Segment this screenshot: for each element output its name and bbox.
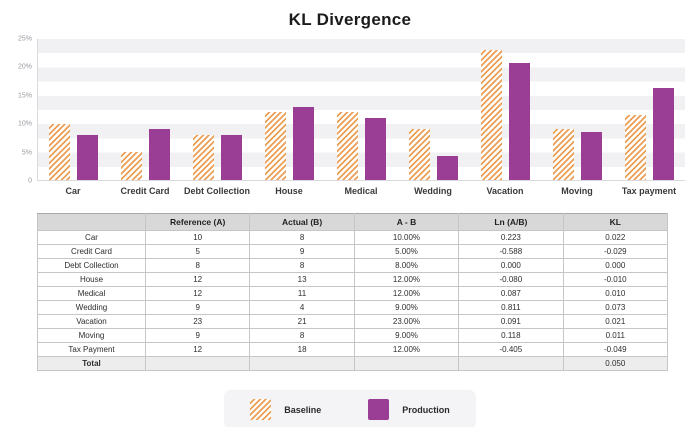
table-row-car	[38, 231, 668, 245]
bar-chart	[0, 35, 700, 185]
table-cell: 0.118	[459, 329, 563, 343]
bar-group-moving	[541, 39, 613, 180]
table-cell: 12	[146, 287, 250, 301]
table-header-cell	[38, 214, 146, 231]
x-axis-labels	[37, 186, 685, 196]
y-tick-label: 25%	[17, 35, 32, 43]
table-cell	[146, 357, 250, 371]
baseline-bar	[193, 135, 214, 180]
baseline-bar	[265, 112, 286, 180]
bar-group-car	[38, 39, 110, 180]
x-tick-label: Tax payment	[621, 186, 677, 196]
table-cell: 12	[146, 273, 250, 287]
x-tick-label: Credit Card	[120, 186, 170, 196]
table-row-house	[38, 273, 668, 287]
table-cell: 23.00%	[354, 315, 458, 329]
table-header-cell: Actual (B)	[250, 214, 354, 231]
table-cell: 0.000	[563, 259, 667, 273]
table-cell: Wedding	[38, 301, 146, 315]
y-tick-label: 20%	[17, 63, 32, 71]
y-tick-label: 0	[28, 177, 32, 185]
x-tick-label: Debt Collection	[183, 186, 250, 196]
y-tick-label: 10%	[17, 120, 32, 128]
bar-group-debt-collection	[182, 39, 254, 180]
page-title: KL Divergence	[288, 10, 412, 29]
table-cell: 13	[250, 273, 354, 287]
table-cell: 5	[146, 245, 250, 259]
table-cell: Vacation	[38, 315, 146, 329]
plot-area	[37, 39, 685, 181]
legend-item-label: Baseline	[284, 404, 322, 415]
table-cell: 11	[250, 287, 354, 301]
table-cell: 0.811	[459, 301, 563, 315]
table-body	[38, 231, 668, 371]
table-cell: -0.588	[459, 245, 563, 259]
production-bar	[509, 63, 530, 180]
table-cell: 18	[250, 343, 354, 357]
table-cell: 5.00%	[354, 245, 458, 259]
table-cell: Moving	[38, 329, 146, 343]
x-tick-label: Moving	[561, 186, 593, 196]
table-header-cell: Ln (A/B)	[459, 214, 563, 231]
production-bar	[437, 156, 458, 180]
production-bar	[653, 88, 674, 180]
x-tick-label: Car	[65, 186, 81, 196]
table-cell: 0.223	[459, 231, 563, 245]
table-cell: 8.00%	[354, 259, 458, 273]
table-row-moving	[38, 329, 668, 343]
production-bar	[293, 107, 314, 180]
bar-group-credit-card	[110, 39, 182, 180]
table-cell	[354, 357, 458, 371]
legend-item-production	[368, 399, 450, 420]
table-cell: 12.00%	[354, 287, 458, 301]
x-tick-label: Medical	[344, 186, 378, 196]
x-tick-label: Vacation	[486, 186, 524, 196]
table-cell: 0.050	[563, 357, 667, 371]
table-cell: -0.029	[563, 245, 667, 259]
table-cell: 9	[250, 245, 354, 259]
production-bar	[581, 132, 602, 180]
table-row-medical	[38, 287, 668, 301]
x-tick-label: House	[275, 186, 303, 196]
legend	[0, 390, 700, 427]
table-cell: 0.087	[459, 287, 563, 301]
table-cell: 21	[250, 315, 354, 329]
table-cell: 12.00%	[354, 343, 458, 357]
production-bar	[221, 135, 242, 180]
table-cell: -0.049	[563, 343, 667, 357]
table-row-credit-card	[38, 245, 668, 259]
table-cell: -0.405	[459, 343, 563, 357]
table-cell: Medical	[38, 287, 146, 301]
table-cell: 8	[250, 231, 354, 245]
bar-group-house	[254, 39, 326, 180]
table-row-debt-collection	[38, 259, 668, 273]
table-cell: Car	[38, 231, 146, 245]
table-cell: 9	[146, 329, 250, 343]
table-cell: 10	[146, 231, 250, 245]
baseline-bar	[121, 152, 142, 180]
table-cell: 0.073	[563, 301, 667, 315]
bar-group-tax-payment	[613, 39, 685, 180]
table-cell: Debt Collection	[38, 259, 146, 273]
table-cell: 12	[146, 343, 250, 357]
table-cell: 0.010	[563, 287, 667, 301]
y-tick-label: 5%	[21, 149, 32, 157]
y-tick-label: 15%	[17, 92, 32, 100]
table-cell: 10.00%	[354, 231, 458, 245]
table-header-row	[38, 214, 668, 231]
bar-group-medical	[326, 39, 398, 180]
table-cell: -0.010	[563, 273, 667, 287]
table-cell: 0.091	[459, 315, 563, 329]
table-total-row	[38, 357, 668, 371]
table-cell: 0.000	[459, 259, 563, 273]
x-tick-label: Wedding	[414, 186, 452, 196]
table-cell: 9	[146, 301, 250, 315]
table-cell: -0.080	[459, 273, 563, 287]
baseline-bar	[337, 112, 358, 180]
table-cell: 8	[146, 259, 250, 273]
results-table	[37, 213, 668, 371]
table-cell: 0.011	[563, 329, 667, 343]
baseline-bar	[481, 50, 502, 180]
table-cell: 9.00%	[354, 329, 458, 343]
table-cell: 4	[250, 301, 354, 315]
baseline-bar	[625, 115, 646, 180]
table-cell: Tax Payment	[38, 343, 146, 357]
table-head	[38, 214, 668, 231]
baseline-swatch-icon	[250, 399, 271, 420]
table-header-cell: Reference (A)	[146, 214, 250, 231]
legend-pill	[224, 390, 476, 427]
table-cell: 12.00%	[354, 273, 458, 287]
production-bar	[365, 118, 386, 180]
production-bar	[149, 129, 170, 180]
baseline-bar	[553, 129, 574, 180]
table-row-vacation	[38, 315, 668, 329]
baseline-bar	[49, 124, 70, 180]
baseline-bar	[409, 129, 430, 180]
table-cell: 23	[146, 315, 250, 329]
table-header-cell: KL	[563, 214, 667, 231]
table-cell: Credit Card	[38, 245, 146, 259]
table-header-cell: A - B	[354, 214, 458, 231]
table-cell: 8	[250, 329, 354, 343]
table-row-tax-payment	[38, 343, 668, 357]
bar-group-wedding	[397, 39, 469, 180]
y-axis	[0, 35, 37, 185]
production-swatch-icon	[368, 399, 389, 420]
table-cell: 0.021	[563, 315, 667, 329]
table-cell	[250, 357, 354, 371]
table-cell: Total	[38, 357, 146, 371]
legend-item-label: Production	[402, 404, 450, 415]
table-cell: 0.022	[563, 231, 667, 245]
bar-group-vacation	[469, 39, 541, 180]
table-cell	[459, 357, 563, 371]
table-cell: House	[38, 273, 146, 287]
production-bar	[77, 135, 98, 180]
table-row-wedding	[38, 301, 668, 315]
table-cell: 8	[250, 259, 354, 273]
legend-item-baseline	[250, 399, 321, 420]
table-cell: 9.00%	[354, 301, 458, 315]
